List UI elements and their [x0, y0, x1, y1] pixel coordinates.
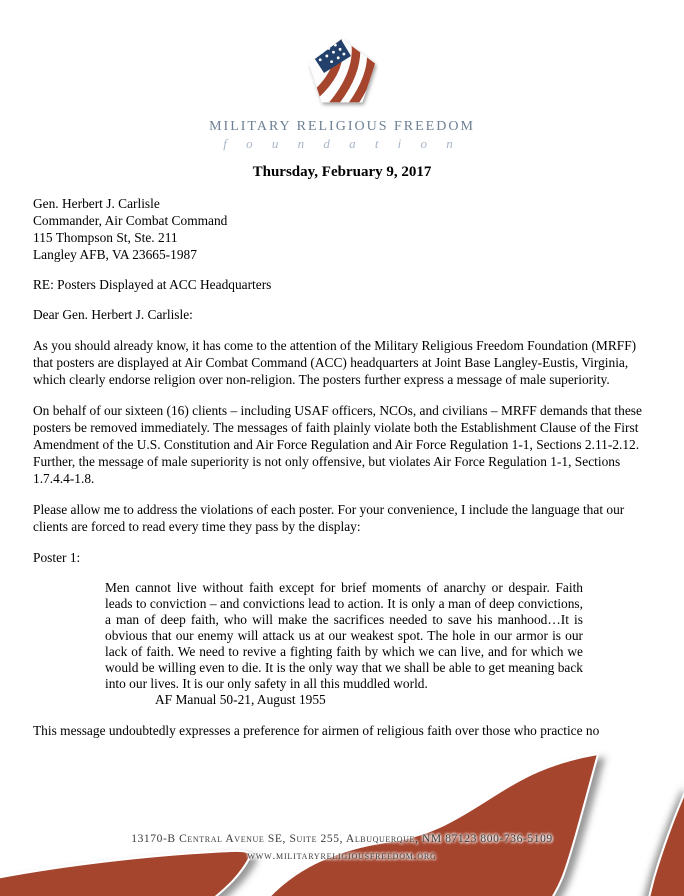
recipient-street: 115 Thompson St, Ste. 211 — [33, 230, 178, 245]
salutation: Dear Gen. Herbert J. Carlisle: — [33, 307, 193, 322]
date-line: Thursday, February 9, 2017 — [252, 164, 432, 180]
letter-body — [0, 181, 684, 739]
footer-address: 13170-B Central Avenue SE, Suite 255, Albuquerque, NM 87123 800-736-5109 — [131, 833, 553, 845]
paragraph-2: On behalf of our sixteen (16) clients – including USAF officers, NCOs, and civilians – MRFF demands that these posters be removed immediately. The messages of faith plainly violate both the Establishment Clause of the First Amendment of the U.S. Constitution and Air Force Regulation and Air Force Regulation 1-1, Sections 2.11-2.12. Further, the message of male superiority is not only offensive, but violates Air Force Regulation 1-1, Sections 1.7.4.4-1.8. — [33, 403, 642, 486]
footer-swoosh-art — [0, 746, 684, 896]
org-name: MILITARY RELIGIOUS FREEDOM — [209, 119, 475, 134]
recipient-name: Gen. Herbert J. Carlisle — [33, 196, 160, 211]
recipient-title: Commander, Air Combat Command — [33, 213, 228, 228]
recipient-block — [33, 195, 651, 263]
quote-attribution: AF Manual 50-21, August 1955 — [155, 692, 326, 707]
poster-label: Poster 1: — [33, 550, 81, 565]
recipient-city: Langley AFB, VA 23665-1987 — [33, 247, 197, 262]
footer-website: www.militaryreligiousfreedom.org — [247, 850, 437, 862]
paragraph-3: Please allow me to address the violations of each poster. For your convenience, I include the language that our clients are forced to read every time they pass by the display: — [33, 502, 625, 534]
org-subtitle: f o u n d a t i o n — [223, 136, 461, 151]
subject-line: RE: Posters Displayed at ACC Headquarters — [33, 277, 272, 292]
pentagon-flag-logo-icon — [306, 36, 378, 110]
swoosh-middle — [268, 754, 598, 896]
closing-line: This message undoubtedly expresses a preference for airmen of religious faith over those who practice no — [33, 723, 600, 738]
letterhead — [0, 0, 684, 181]
paragraph-1: As you should already know, it has come to the attention of the Military Religious Freedom Foundation (MRFF) that posters are displayed at Air Combat Command (ACC) headquarters at Joint Base Langley-Eustis, Virginia, which clearly endorse religion over non-religion. The posters further express a message of male superiority. — [33, 338, 637, 387]
poster-quote: Men cannot live without faith except for brief moments of anarchy or despair. Faith leads to conviction – and convictions lead to action. It is only a man of deep convictions, a man of deep faith, who will make the sacrifices needed to save his manhood…It is obvious that our enemy will attack us at our weakest spot. The hole in our armor is our lack of faith. We need to revive a fighting faith by which we can live, and for which we would be willing even to die. It is the only way that we shall be able to get meaning back into our lives. It is our only safety in all this muddled world. — [105, 580, 583, 691]
